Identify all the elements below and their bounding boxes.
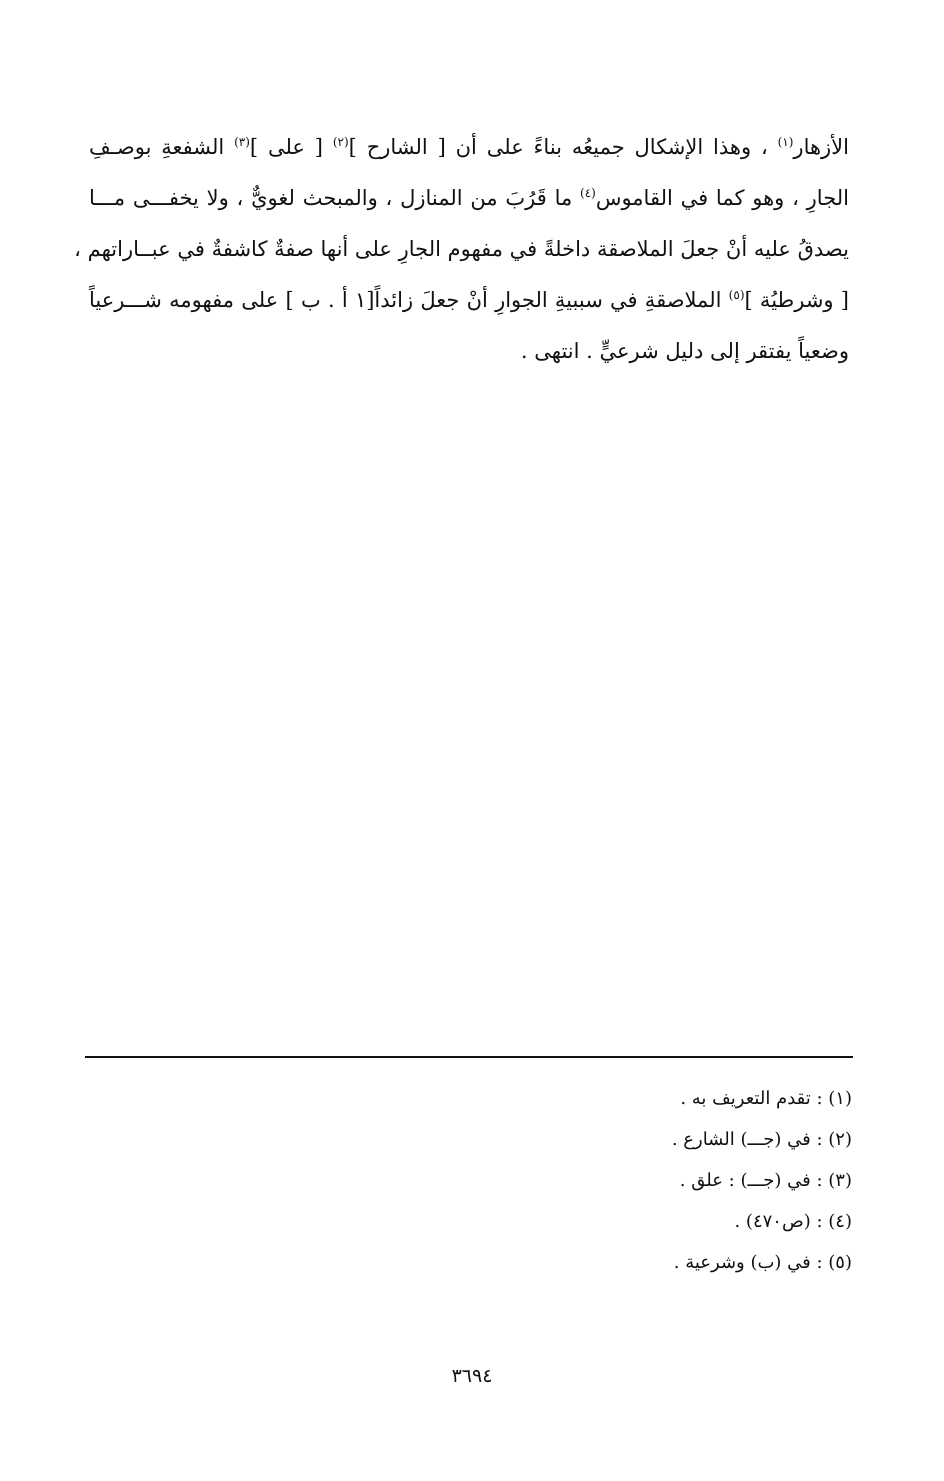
text-segment: ، وهذا الإشكال جميعُه بناءً على أن [ الشارح ] xyxy=(348,135,778,159)
main-paragraph xyxy=(74,122,849,377)
main-text-block xyxy=(74,122,849,377)
text-line xyxy=(89,275,849,326)
text-line xyxy=(89,173,849,224)
footnote-item: (٤) : (ص٤٧٠) . xyxy=(734,1211,852,1232)
text-segment: ما قَرُبَ من المنازل ، والمبحث لغويٌّ ، ولا يخفـــى مـــا xyxy=(89,186,580,210)
text-segment: وضعياً يفتقر إلى دليل شرعيٍّ . انتهى . xyxy=(520,339,849,363)
footnote-ref: (٣) xyxy=(234,135,250,149)
text-line xyxy=(89,326,849,377)
footnote-ref: (٢) xyxy=(332,135,349,149)
text-line xyxy=(74,224,849,275)
text-segment: [ على ] xyxy=(249,135,333,159)
text-segment: يصدقُ عليه أنْ جعلَ الملاصقة داخلةً في مفهوم الجارِ على أنها صفةٌ كاشفةٌ في عبــاراتهم ، xyxy=(74,237,849,261)
page-number: ٣٦٩٤ xyxy=(451,1365,493,1387)
footnote-ref: (٤) xyxy=(580,186,596,200)
text-segment: الملاصقةِ في سببيةِ الجوارِ أنْ جعلَ زائداً[١ أ . ب ] على مفهومه شـــرعياً xyxy=(89,288,729,312)
footnotes-list xyxy=(352,1078,852,1283)
footnote-ref: (٥) xyxy=(728,288,745,302)
footnote-ref: (١) xyxy=(777,135,794,149)
footnote-item: (٢) : في (جـــ) الشارع . xyxy=(671,1129,852,1150)
footnote-item: (٥) : في (ب) وشرعية . xyxy=(673,1252,852,1273)
text-segment: الجارِ ، وهو كما في القاموس xyxy=(595,186,849,210)
text-line xyxy=(89,122,849,173)
footnote-item: (٣) : في (جـــ) : علق . xyxy=(679,1170,852,1191)
text-segment: الأزهار xyxy=(793,135,849,159)
footnote-divider xyxy=(85,1056,853,1058)
text-segment: الشفعةِ بوصـفِ xyxy=(89,135,235,159)
text-segment: [ وشرطيُة ] xyxy=(744,288,849,312)
footnote-item: (١) : تقدم التعريف به . xyxy=(680,1088,852,1109)
